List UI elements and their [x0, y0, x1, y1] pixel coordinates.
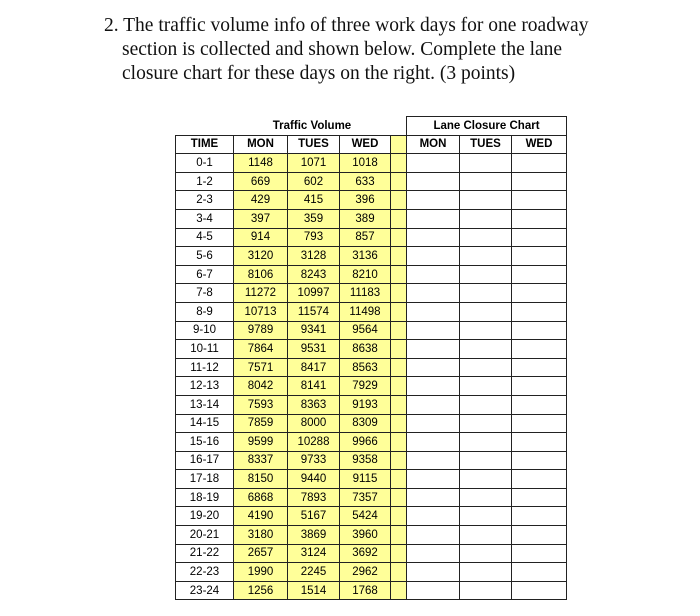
wed-volume-cell: 5424	[340, 507, 391, 526]
time-cell: 11-12	[176, 358, 234, 377]
lane-tues-cell[interactable]	[460, 302, 512, 321]
lane-wed-cell[interactable]	[512, 451, 567, 470]
mon-volume-cell: 7571	[234, 358, 288, 377]
header-mon: MON	[234, 135, 288, 154]
time-cell: 19-20	[176, 507, 234, 526]
time-cell: 4-5	[176, 228, 234, 247]
lane-mon-cell[interactable]	[407, 154, 460, 173]
separator-cell	[391, 377, 407, 396]
lane-tues-cell[interactable]	[460, 563, 512, 582]
title-row	[176, 117, 567, 136]
lane-header-tues: TUES	[460, 135, 512, 154]
tues-volume-cell: 9531	[288, 340, 340, 359]
table-row	[176, 172, 567, 191]
table-row	[176, 377, 567, 396]
separator-cell	[391, 451, 407, 470]
lane-mon-cell[interactable]	[407, 526, 460, 545]
separator-cell	[391, 340, 407, 359]
mon-volume-cell: 429	[234, 191, 288, 210]
mon-volume-cell: 1990	[234, 563, 288, 582]
table-row	[176, 451, 567, 470]
mon-volume-cell: 7864	[234, 340, 288, 359]
lane-tues-cell[interactable]	[460, 284, 512, 303]
lane-tues-cell[interactable]	[460, 526, 512, 545]
wed-volume-cell: 3960	[340, 526, 391, 545]
wed-volume-cell: 9966	[340, 433, 391, 452]
wed-volume-cell: 8563	[340, 358, 391, 377]
tues-volume-cell: 602	[288, 172, 340, 191]
wed-volume-cell: 8210	[340, 265, 391, 284]
tues-volume-cell: 1071	[288, 154, 340, 173]
lane-wed-cell[interactable]	[512, 470, 567, 489]
tues-volume-cell: 8417	[288, 358, 340, 377]
lane-tues-cell[interactable]	[460, 247, 512, 266]
separator-cell	[391, 265, 407, 284]
wed-volume-cell: 7357	[340, 488, 391, 507]
lane-mon-cell[interactable]	[407, 340, 460, 359]
separator-cell	[391, 321, 407, 340]
lane-wed-cell[interactable]	[512, 526, 567, 545]
tues-volume-cell: 1514	[288, 581, 340, 600]
lane-wed-cell[interactable]	[512, 321, 567, 340]
lane-tues-cell[interactable]	[460, 414, 512, 433]
lane-mon-cell[interactable]	[407, 377, 460, 396]
time-cell: 15-16	[176, 433, 234, 452]
wed-volume-cell: 633	[340, 172, 391, 191]
mon-volume-cell: 8337	[234, 451, 288, 470]
wed-volume-cell: 857	[340, 228, 391, 247]
tues-volume-cell: 3869	[288, 526, 340, 545]
lane-wed-cell[interactable]	[512, 302, 567, 321]
lane-tues-cell[interactable]	[460, 488, 512, 507]
time-cell: 5-6	[176, 247, 234, 266]
wed-volume-cell: 3692	[340, 544, 391, 563]
separator-cell	[391, 191, 407, 210]
lane-wed-cell[interactable]	[512, 172, 567, 191]
separator-cell	[391, 488, 407, 507]
table-row	[176, 358, 567, 377]
lane-tues-cell[interactable]	[460, 191, 512, 210]
table-row	[176, 340, 567, 359]
mon-volume-cell: 8042	[234, 377, 288, 396]
mon-volume-cell: 397	[234, 209, 288, 228]
lane-wed-cell[interactable]	[512, 395, 567, 414]
lane-wed-cell[interactable]	[512, 488, 567, 507]
time-cell: 16-17	[176, 451, 234, 470]
separator-cell	[391, 414, 407, 433]
separator-cell	[391, 228, 407, 247]
table-row	[176, 433, 567, 452]
table-row	[176, 414, 567, 433]
time-cell: 23-24	[176, 581, 234, 600]
mon-volume-cell: 9789	[234, 321, 288, 340]
lane-tues-cell[interactable]	[460, 154, 512, 173]
lane-wed-cell[interactable]	[512, 377, 567, 396]
mon-volume-cell: 10713	[234, 302, 288, 321]
tues-volume-cell: 10288	[288, 433, 340, 452]
wed-volume-cell: 9358	[340, 451, 391, 470]
lane-tues-cell[interactable]	[460, 172, 512, 191]
header-wed: WED	[340, 135, 391, 154]
lane-tues-cell[interactable]	[460, 395, 512, 414]
question-line-2: section is collected and shown below. Complete the lane	[122, 39, 563, 60]
lane-wed-cell[interactable]	[512, 581, 567, 600]
question-line-1: 2. The traffic volume info of three work days for one roadway	[104, 15, 589, 36]
header-time: TIME	[176, 135, 234, 154]
lane-mon-cell[interactable]	[407, 581, 460, 600]
time-cell: 14-15	[176, 414, 234, 433]
lane-tues-cell[interactable]	[460, 265, 512, 284]
lane-wed-cell[interactable]	[512, 265, 567, 284]
tues-volume-cell: 359	[288, 209, 340, 228]
wed-volume-cell: 1018	[340, 154, 391, 173]
time-cell: 22-23	[176, 563, 234, 582]
separator-cell	[391, 302, 407, 321]
tues-volume-cell: 8141	[288, 377, 340, 396]
lane-mon-cell[interactable]	[407, 433, 460, 452]
lane-wed-cell[interactable]	[512, 433, 567, 452]
tues-volume-cell: 9440	[288, 470, 340, 489]
question-line-3: closure chart for these days on the right. (3 points)	[122, 63, 516, 84]
table-row	[176, 284, 567, 303]
lane-tues-cell[interactable]	[460, 470, 512, 489]
lane-wed-cell[interactable]	[512, 414, 567, 433]
mon-volume-cell: 669	[234, 172, 288, 191]
table-row	[176, 488, 567, 507]
lane-tues-cell[interactable]	[460, 228, 512, 247]
lane-tues-cell[interactable]	[460, 321, 512, 340]
traffic-lane-table	[175, 116, 567, 600]
lane-mon-cell[interactable]	[407, 414, 460, 433]
tues-volume-cell: 8000	[288, 414, 340, 433]
lane-mon-cell[interactable]	[407, 191, 460, 210]
tues-volume-cell: 9733	[288, 451, 340, 470]
mon-volume-cell: 1256	[234, 581, 288, 600]
lane-mon-cell[interactable]	[407, 488, 460, 507]
table-row	[176, 470, 567, 489]
lane-tues-cell[interactable]	[460, 451, 512, 470]
tues-volume-cell: 8243	[288, 265, 340, 284]
time-cell: 9-10	[176, 321, 234, 340]
tues-volume-cell: 8363	[288, 395, 340, 414]
tues-volume-cell: 9341	[288, 321, 340, 340]
table-row	[176, 228, 567, 247]
time-cell: 0-1	[176, 154, 234, 173]
wed-volume-cell: 1768	[340, 581, 391, 600]
lane-tues-cell[interactable]	[460, 544, 512, 563]
wed-volume-cell: 11183	[340, 284, 391, 303]
separator-cell	[391, 358, 407, 377]
time-cell: 13-14	[176, 395, 234, 414]
table-row	[176, 526, 567, 545]
time-cell: 6-7	[176, 265, 234, 284]
time-cell: 2-3	[176, 191, 234, 210]
lane-wed-cell[interactable]	[512, 563, 567, 582]
lane-tues-cell[interactable]	[460, 581, 512, 600]
mon-volume-cell: 4190	[234, 507, 288, 526]
mon-volume-cell: 11272	[234, 284, 288, 303]
lane-mon-cell[interactable]	[407, 172, 460, 191]
wed-volume-cell: 396	[340, 191, 391, 210]
tues-volume-cell: 415	[288, 191, 340, 210]
lane-mon-cell[interactable]	[407, 507, 460, 526]
lane-mon-cell[interactable]	[407, 247, 460, 266]
wed-volume-cell: 9115	[340, 470, 391, 489]
tues-volume-cell: 7893	[288, 488, 340, 507]
table-row	[176, 581, 567, 600]
wed-volume-cell: 2962	[340, 563, 391, 582]
separator-cell	[391, 544, 407, 563]
tues-volume-cell: 2245	[288, 563, 340, 582]
lane-mon-cell[interactable]	[407, 228, 460, 247]
lane-header-wed: WED	[512, 135, 567, 154]
table-row	[176, 507, 567, 526]
time-cell: 17-18	[176, 470, 234, 489]
table-row	[176, 247, 567, 266]
table-row	[176, 395, 567, 414]
wed-volume-cell: 11498	[340, 302, 391, 321]
lane-wed-cell[interactable]	[512, 340, 567, 359]
table-row	[176, 302, 567, 321]
lane-mon-cell[interactable]	[407, 209, 460, 228]
time-cell: 1-2	[176, 172, 234, 191]
lane-mon-cell[interactable]	[407, 265, 460, 284]
table-row	[176, 191, 567, 210]
lane-tues-cell[interactable]	[460, 507, 512, 526]
separator-cell	[391, 209, 407, 228]
mon-volume-cell: 2657	[234, 544, 288, 563]
separator-cell	[391, 154, 407, 173]
separator-cell	[391, 433, 407, 452]
lane-wed-cell[interactable]	[512, 507, 567, 526]
wed-volume-cell: 389	[340, 209, 391, 228]
wed-volume-cell: 3136	[340, 247, 391, 266]
lane-wed-cell[interactable]	[512, 154, 567, 173]
header-row	[176, 135, 567, 154]
lane-mon-cell[interactable]	[407, 544, 460, 563]
mon-volume-cell: 8150	[234, 470, 288, 489]
spreadsheet	[175, 116, 567, 600]
header-tues: TUES	[288, 135, 340, 154]
question-text	[104, 14, 664, 86]
time-cell: 7-8	[176, 284, 234, 303]
lane-mon-cell[interactable]	[407, 470, 460, 489]
wed-volume-cell: 7929	[340, 377, 391, 396]
separator-cell	[391, 507, 407, 526]
tues-volume-cell: 793	[288, 228, 340, 247]
time-cell: 10-11	[176, 340, 234, 359]
mon-volume-cell: 1148	[234, 154, 288, 173]
time-cell: 18-19	[176, 488, 234, 507]
lane-mon-cell[interactable]	[407, 321, 460, 340]
table-row	[176, 321, 567, 340]
table-row	[176, 563, 567, 582]
tues-volume-cell: 3128	[288, 247, 340, 266]
traffic-volume-title: Traffic Volume	[234, 117, 391, 136]
tues-volume-cell: 3124	[288, 544, 340, 563]
wed-volume-cell: 8309	[340, 414, 391, 433]
lane-wed-cell[interactable]	[512, 544, 567, 563]
lane-header-mon: MON	[407, 135, 460, 154]
mon-volume-cell: 7859	[234, 414, 288, 433]
mon-volume-cell: 6868	[234, 488, 288, 507]
lane-wed-cell[interactable]	[512, 191, 567, 210]
lane-mon-cell[interactable]	[407, 395, 460, 414]
lane-mon-cell[interactable]	[407, 451, 460, 470]
wed-volume-cell: 9193	[340, 395, 391, 414]
separator-cell	[391, 284, 407, 303]
lane-wed-cell[interactable]	[512, 228, 567, 247]
time-cell: 3-4	[176, 209, 234, 228]
mon-volume-cell: 9599	[234, 433, 288, 452]
lane-tues-cell[interactable]	[460, 340, 512, 359]
mon-volume-cell: 914	[234, 228, 288, 247]
table-row	[176, 265, 567, 284]
lane-tues-cell[interactable]	[460, 209, 512, 228]
tues-volume-cell: 11574	[288, 302, 340, 321]
lane-tues-cell[interactable]	[460, 377, 512, 396]
table-row	[176, 209, 567, 228]
lane-mon-cell[interactable]	[407, 563, 460, 582]
time-cell: 21-22	[176, 544, 234, 563]
separator-cell	[391, 172, 407, 191]
mon-volume-cell: 7593	[234, 395, 288, 414]
mon-volume-cell: 3180	[234, 526, 288, 545]
lane-wed-cell[interactable]	[512, 284, 567, 303]
lane-wed-cell[interactable]	[512, 247, 567, 266]
tues-volume-cell: 10997	[288, 284, 340, 303]
lane-mon-cell[interactable]	[407, 302, 460, 321]
time-cell: 20-21	[176, 526, 234, 545]
mon-volume-cell: 8106	[234, 265, 288, 284]
time-cell: 12-13	[176, 377, 234, 396]
table-row	[176, 154, 567, 173]
separator-cell	[391, 470, 407, 489]
wed-volume-cell: 8638	[340, 340, 391, 359]
separator-cell	[391, 581, 407, 600]
table-row	[176, 544, 567, 563]
lane-mon-cell[interactable]	[407, 358, 460, 377]
separator-cell	[391, 526, 407, 545]
separator-cell	[391, 135, 407, 154]
mon-volume-cell: 3120	[234, 247, 288, 266]
separator-cell	[391, 563, 407, 582]
separator-cell	[391, 247, 407, 266]
lane-tues-cell[interactable]	[460, 433, 512, 452]
wed-volume-cell: 9564	[340, 321, 391, 340]
separator-cell	[391, 395, 407, 414]
lane-wed-cell[interactable]	[512, 209, 567, 228]
lane-wed-cell[interactable]	[512, 358, 567, 377]
lane-tues-cell[interactable]	[460, 358, 512, 377]
lane-closure-title: Lane Closure Chart	[407, 117, 567, 136]
time-cell: 8-9	[176, 302, 234, 321]
tues-volume-cell: 5167	[288, 507, 340, 526]
lane-mon-cell[interactable]	[407, 284, 460, 303]
